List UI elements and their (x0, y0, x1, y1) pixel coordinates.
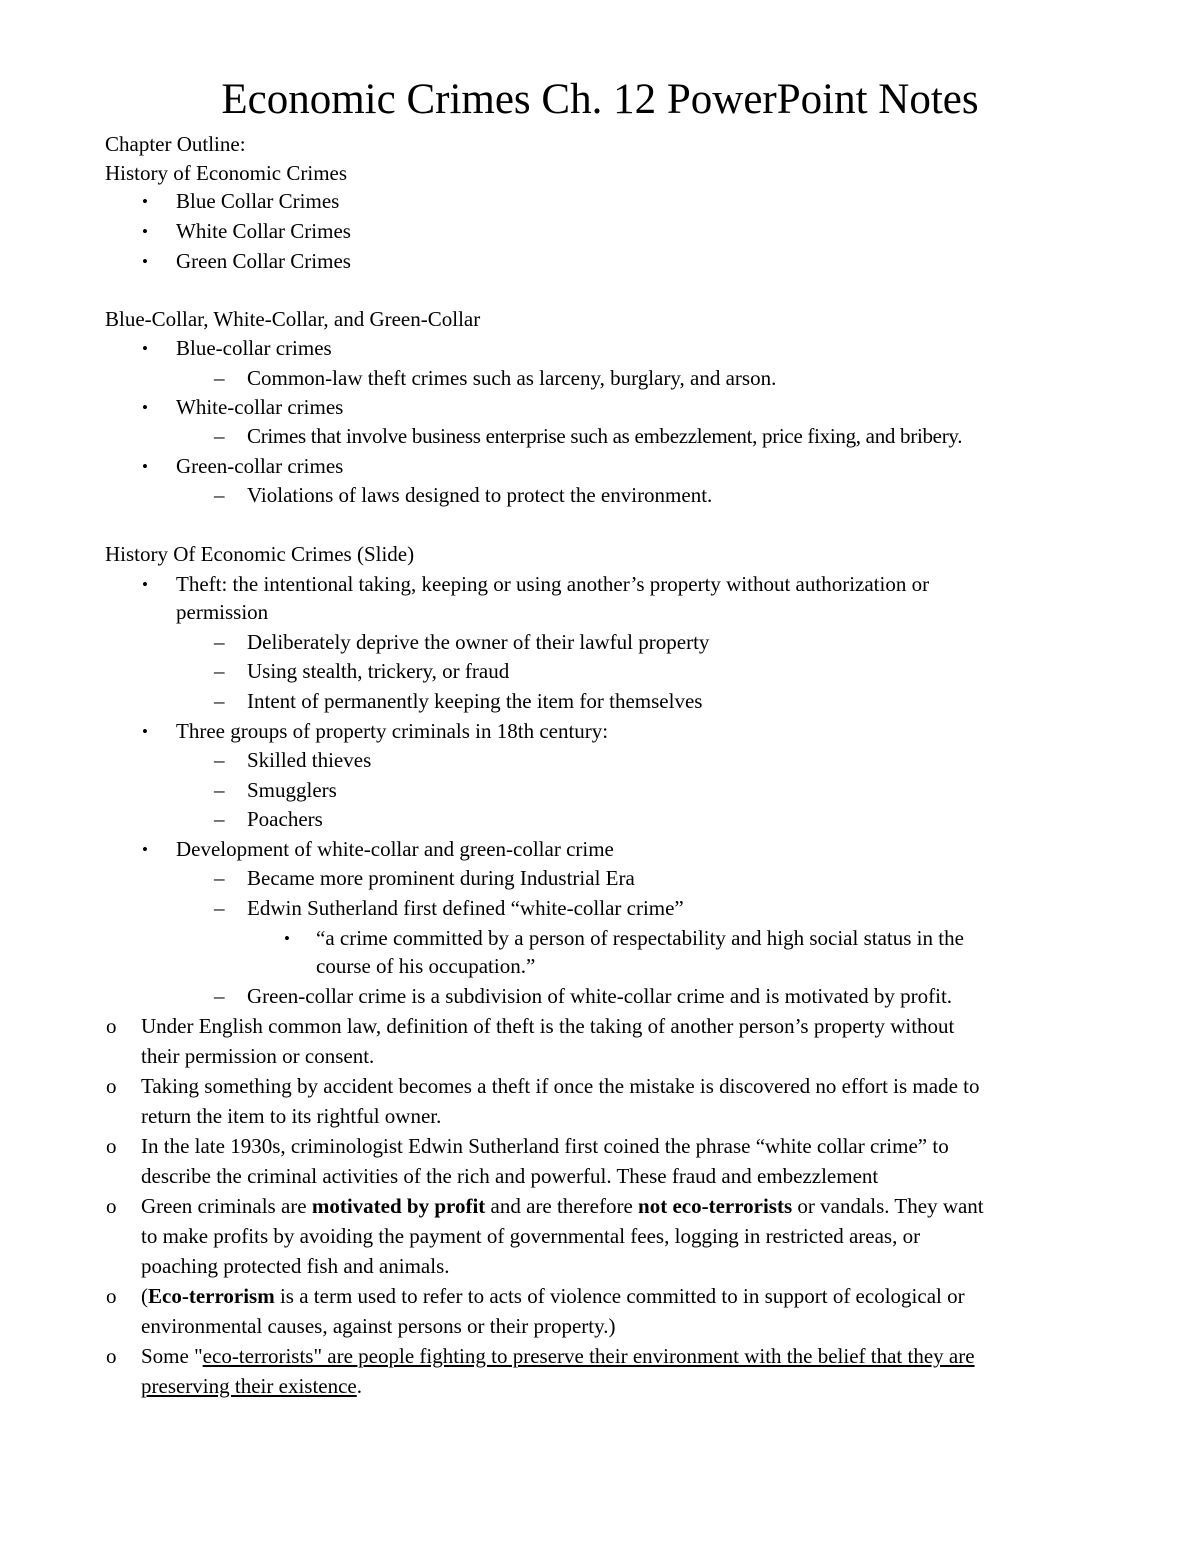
sub-item-deprive-owner: Deliberately deprive the owner of their lawful property (247, 630, 710, 654)
dash-marker: – (214, 866, 225, 890)
dash-marker: – (214, 984, 225, 1008)
quote-sutherland-definition: “a crime committed by a person of respectability and high social status in the (316, 926, 964, 950)
dash-marker: – (214, 778, 225, 802)
dash-marker: – (214, 896, 225, 920)
list-item-green-collar: Green-collar crimes (176, 454, 344, 478)
circle-marker: o (106, 1344, 117, 1368)
note-eco-terrorism-cont: environmental causes, against persons or their property.) (141, 1314, 616, 1338)
note-text: and are therefore (485, 1194, 639, 1218)
dash-marker: – (214, 807, 225, 831)
dash-marker: – (214, 630, 225, 654)
dash-marker: – (214, 689, 225, 713)
note-text: . (356, 1374, 362, 1398)
emphasis-motivated-by-profit: motivated by profit (311, 1194, 486, 1218)
bullet-marker: • (142, 457, 148, 476)
note-text: Some " (141, 1344, 203, 1368)
note-text: Green criminals are (141, 1194, 312, 1218)
note-english-common-law: Under English common law, definition of theft is the taking of another person’s property without (141, 1014, 955, 1038)
sub-item-white-collar-definition: Crimes that involve business enterprise such as embezzlement, price fixing, and bribery. (247, 424, 963, 448)
bullet-marker: • (142, 575, 148, 594)
dash-marker: – (214, 424, 225, 448)
outline-item-white-collar: White Collar Crimes (176, 219, 351, 243)
circle-marker: o (106, 1134, 117, 1158)
circle-marker: o (106, 1074, 117, 1098)
bullet-marker: • (142, 252, 148, 271)
circle-marker: o (106, 1284, 117, 1308)
note-green-criminals-cont: to make profits by avoiding the payment of governmental fees, logging in restricted areas, or (141, 1224, 921, 1248)
note-sutherland-coined-cont: describe the criminal activities of the rich and powerful. These fraud and embezzlement (141, 1164, 879, 1188)
list-item-blue-collar: Blue-collar crimes (176, 336, 332, 360)
quote-sutherland-definition-cont: course of his occupation.” (316, 954, 536, 978)
outline-item-blue-collar: Blue Collar Crimes (176, 189, 340, 213)
sub-item-blue-collar-definition: Common-law theft crimes such as larceny, burglary, and arson. (247, 366, 777, 390)
outline-item-green-collar: Green Collar Crimes (176, 249, 351, 273)
emphasis-not-eco-terrorists: not eco-terrorists (638, 1194, 793, 1218)
circle-marker: o (106, 1194, 117, 1218)
dash-marker: – (214, 483, 225, 507)
bullet-marker: • (142, 722, 148, 741)
note-sutherland-coined: In the late 1930s, criminologist Edwin Sutherland first coined the phrase “white collar crime” to (141, 1134, 949, 1158)
underlined-text: preserving their existence (141, 1374, 357, 1398)
note-green-criminals-cont: poaching protected fish and animals. (141, 1254, 450, 1278)
sub-item-sutherland-defined: Edwin Sutherland first defined “white-collar crime” (247, 896, 684, 920)
sub-item-poachers: Poachers (247, 807, 323, 831)
circle-marker: o (106, 1014, 117, 1038)
dash-marker: – (214, 748, 225, 772)
dash-marker: – (214, 366, 225, 390)
document-title: Economic Crimes Ch. 12 PowerPoint Notes (221, 76, 979, 123)
sub-item-intent-keeping: Intent of permanently keeping the item for themselves (247, 689, 703, 713)
note-english-common-law-cont: their permission or consent. (141, 1044, 375, 1068)
list-item-theft-definition-cont: permission (176, 600, 269, 624)
note-text: is a term used to refer to acts of violence committed to in support of ecological or (274, 1284, 965, 1308)
note-text: or vandals. They want (792, 1194, 984, 1218)
bullet-marker: • (142, 192, 148, 211)
bullet-marker: • (142, 398, 148, 417)
sub-item-green-collar-subdivision: Green-collar crime is a subdivision of white-collar crime and is motivated by profit. (247, 984, 953, 1008)
emphasis-eco-terrorism: Eco-terrorism (148, 1284, 275, 1308)
note-text: ( (141, 1284, 148, 1308)
note-accidental-theft-cont: return the item to its rightful owner. (141, 1104, 442, 1128)
note-eco-terrorists-preserve (141, 1342, 975, 1370)
outline-heading-history: History of Economic Crimes (105, 161, 348, 185)
list-item-theft-definition: Theft: the intentional taking, keeping or using another’s property without authorization or (176, 572, 930, 596)
bullet-marker: • (142, 840, 148, 859)
note-accidental-theft: Taking something by accident becomes a theft if once the mistake is discovered no effort is made to (141, 1074, 980, 1098)
bullet-marker: • (142, 222, 148, 241)
section-heading-history-slide: History Of Economic Crimes (Slide) (105, 542, 415, 566)
note-green-criminals (141, 1192, 984, 1220)
sub-item-stealth-trickery: Using stealth, trickery, or fraud (247, 659, 510, 683)
chapter-outline-label: Chapter Outline: (105, 132, 246, 156)
list-item-development: Development of white-collar and green-collar crime (176, 837, 614, 861)
underlined-text: eco-terrorists" are people fighting to preserve their environment with the belief that they are (202, 1344, 975, 1368)
sub-item-industrial-era: Became more prominent during Industrial Era (247, 866, 635, 890)
note-eco-terrorism (141, 1282, 965, 1310)
bullet-marker: • (142, 339, 148, 358)
dash-marker: – (214, 659, 225, 683)
sub-item-green-collar-definition: Violations of laws designed to protect the environment. (247, 483, 713, 507)
sub-item-skilled-thieves: Skilled thieves (247, 748, 372, 772)
section-heading-collar-types: Blue-Collar, White-Collar, and Green-Collar (105, 307, 481, 331)
sub-item-smugglers: Smugglers (247, 778, 337, 802)
bullet-marker: • (284, 929, 290, 948)
list-item-three-groups: Three groups of property criminals in 18th century: (176, 719, 609, 743)
list-item-white-collar: White-collar crimes (176, 395, 344, 419)
note-eco-terrorists-preserve-cont (141, 1372, 362, 1400)
